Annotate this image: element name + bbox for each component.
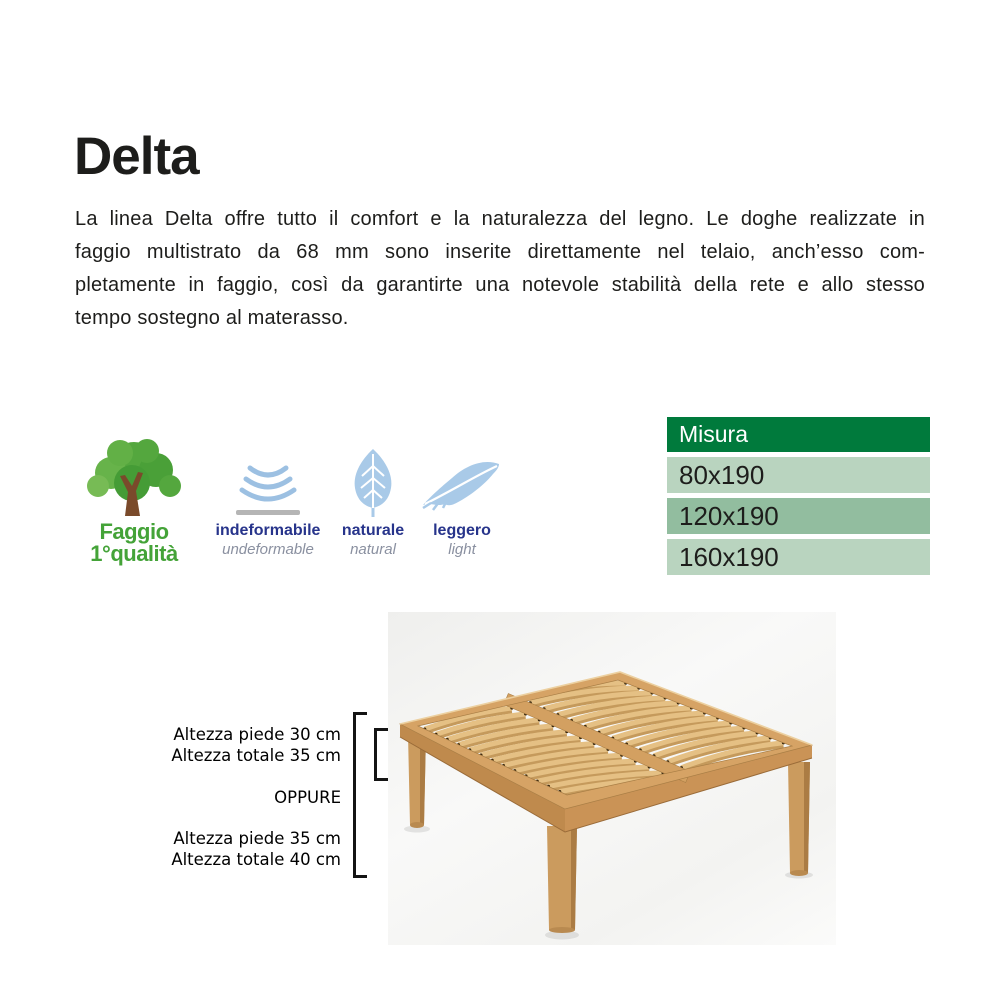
height-line: Altezza piede 30 cm <box>173 725 341 744</box>
size-row: 120x190 <box>667 498 930 534</box>
height-option-1 <box>75 724 341 766</box>
undeformable-springs-icon <box>208 452 328 518</box>
total-height-bracket <box>353 712 367 878</box>
quality-badge-line1: Faggio <box>99 519 169 544</box>
feature-sublabel: undeformable <box>222 541 314 558</box>
feature-undeformable <box>208 452 328 558</box>
height-line: Altezza totale 40 cm <box>171 850 341 869</box>
description-line: tempo sostegno al materasso. <box>75 307 349 329</box>
feature-sublabel: natural <box>350 541 396 558</box>
feather-icon <box>402 452 522 518</box>
foot-height-bracket <box>374 728 388 781</box>
height-option-2 <box>75 828 341 870</box>
bed-frame-photo <box>388 612 836 945</box>
height-or-label: OPPURE <box>274 788 341 807</box>
height-line: Altezza totale 35 cm <box>171 746 341 765</box>
height-line: Altezza piede 35 cm <box>173 829 341 848</box>
sizes-table <box>667 417 930 575</box>
sizes-table-header: Misura <box>667 417 930 452</box>
description-line: La linea Delta offre tutto il comfort e la naturalezza del legno. Le doghe realizzate in <box>75 208 925 230</box>
feature-label: naturale <box>341 522 405 539</box>
feature-light <box>402 452 522 558</box>
size-row: 80x190 <box>667 457 930 493</box>
quality-badge <box>82 436 186 565</box>
beech-tree-icon <box>82 503 186 520</box>
product-description <box>75 203 925 335</box>
description-line: faggio multistrato da 68 mm sono inserite direttamente nel telaio, anch’esso com- <box>75 241 925 263</box>
size-row: 160x190 <box>667 539 930 575</box>
feature-sublabel: light <box>448 541 476 558</box>
bed-frame-svg <box>388 612 836 945</box>
quality-badge-line2: 1°qualità <box>90 541 178 566</box>
page-title: Delta <box>74 127 199 186</box>
description-line: pletamente in faggio, così da garantirte una notevole stabilità della rete e allo stesso <box>75 274 925 296</box>
feature-label: indeformabile <box>215 522 321 539</box>
feature-label: leggero <box>433 522 491 539</box>
